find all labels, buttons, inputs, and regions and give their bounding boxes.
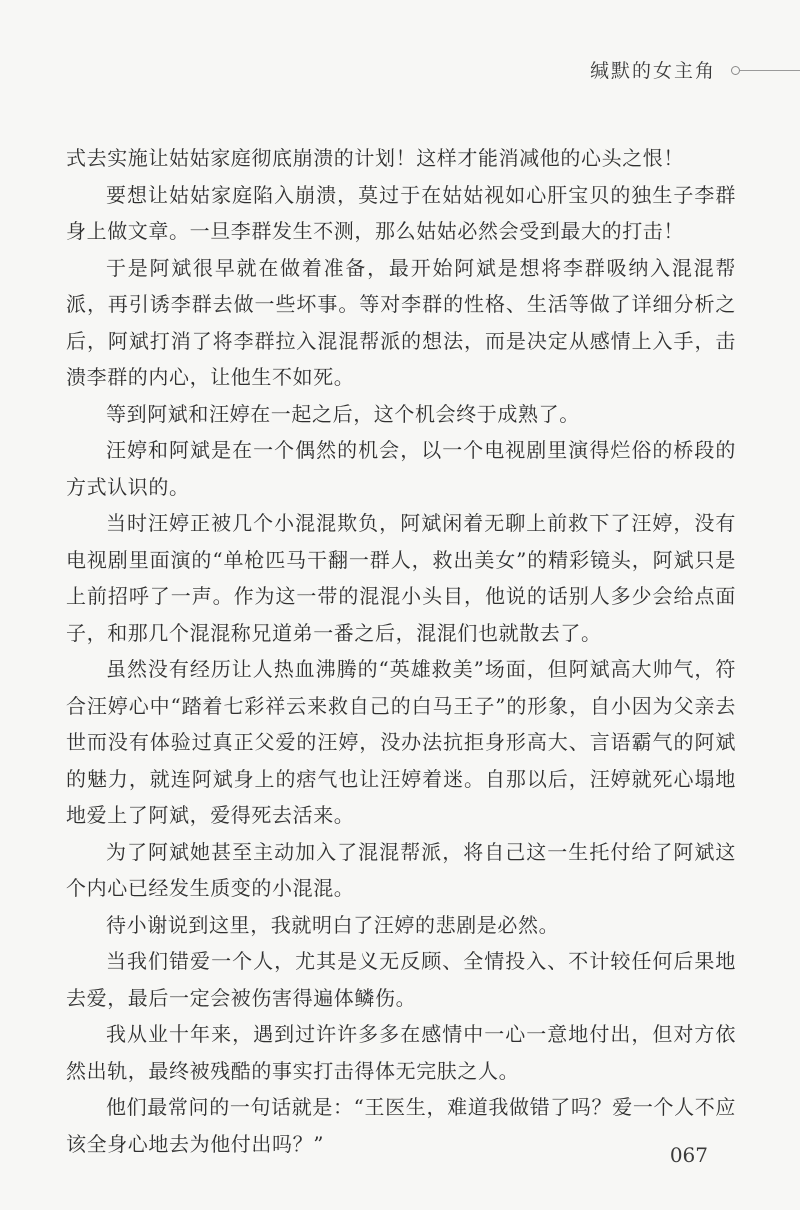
running-header [500,56,800,86]
body-text [66,140,736,1162]
header-rule [740,70,800,71]
paragraph: 待小谢说到这里，我就明白了汪婷的悲剧是必然。 [106,912,560,937]
chapter-title: 缄默的女主角 [589,60,716,82]
paragraph: 要想让姑姑家庭陷入崩溃，莫过于在姑姑视如心肝宝贝的独生子李群身上做文章。一旦李群发生不测，那么姑姑必然会受到最大的打击！ [66,182,736,243]
paragraph: 为了阿斌她甚至主动加入了混混帮派，将自己这一生托付给了阿斌这个内心已经发生质变的小混混。 [66,839,736,900]
paragraph: 式去实施让姑姑家庭彻底崩溃的计划！这样才能消减他的心头之恨！ [66,146,684,170]
page-number: 067 [669,1143,708,1167]
paragraph: 于是阿斌很早就在做着准备，最开始阿斌是想将李群吸纳入混混帮派，再引诱李群去做一些坏事。等对李群的性格、生活等做了详细分析之后，阿斌打消了将李群拉入混混帮派的想法，而是决定从感情上入手，击溃李群的内心，让他生不如死。 [66,255,736,389]
paragraph: 他们最常问的一句话就是：“王医生，难道我做错了吗？爱一个人不应该全身心地去为他付出吗？” [66,1095,736,1156]
paragraph: 汪婷和阿斌是在一个偶然的机会，以一个电视剧里演得烂俗的桥段的方式认识的。 [66,438,736,499]
header-ornament-circle [731,66,740,75]
paragraph: 等到阿斌和汪婷在一起之后，这个机会终于成熟了。 [106,401,580,426]
paragraph: 我从业十年来，遇到过许许多多在感情中一心一意地付出，但对方依然出轨，最终被残酷的事实打击得体无完肤之人。 [66,1022,736,1083]
paragraph: 虽然没有经历让人热血沸腾的“英雄救美”场面，但阿斌高大帅气，符合汪婷心中“踏着七彩祥云来救自己的白马王子”的形象，自小因为父亲去世而没有体验过真正父爱的汪婷，没办法抗拒身形高大、言语霸气的阿斌的魅力，就连阿斌身上的痞气也让汪婷着迷。自那以后，汪婷就死心塌地地爱上了阿斌，爱得死去活来。 [66,657,736,827]
paragraph: 当时汪婷正被几个小混混欺负，阿斌闲着无聊上前救下了汪婷，没有电视剧里面演的“单枪匹马干翻一群人，救出美女”的精彩镜头，阿斌只是上前招呼了一声。作为这一带的混混小头目，他说的话别人多少会给点面子，和那几个混混称兄道弟一番之后，混混们也就散去了。 [66,511,736,645]
paragraph: 当我们错爱一个人，尤其是义无反顾、全情投入、不计较任何后果地去爱，最后一定会被伤害得遍体鳞伤。 [66,949,736,1010]
